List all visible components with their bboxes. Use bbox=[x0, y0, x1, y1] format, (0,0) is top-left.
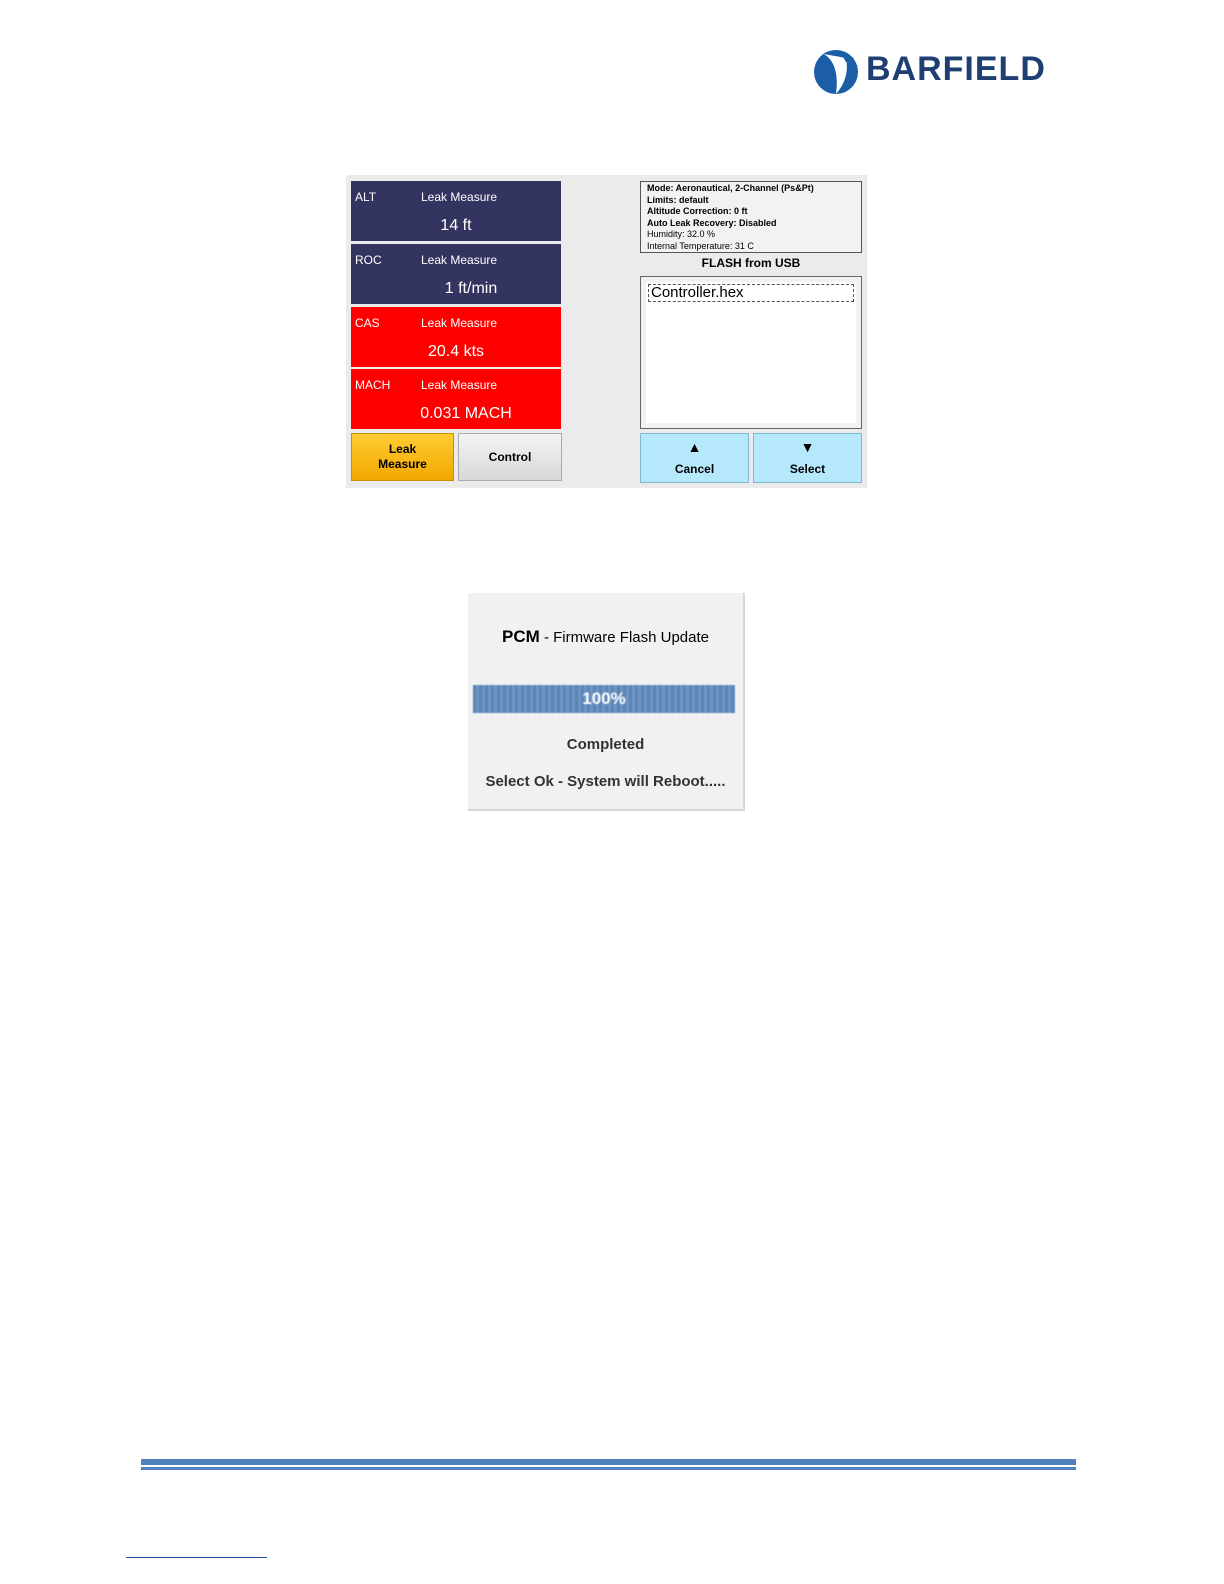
footer-rule bbox=[141, 1459, 1076, 1467]
up-arrow-icon: ▲ bbox=[687, 439, 702, 455]
tile-cas[interactable] bbox=[351, 307, 561, 367]
flash-from-usb-title: FLASH from USB bbox=[701, 256, 801, 270]
leak-measure-button[interactable]: Leak Measure bbox=[351, 433, 454, 481]
globe-plane-icon bbox=[810, 44, 862, 96]
tile-mode: Leak Measure bbox=[421, 378, 498, 392]
cancel-button[interactable] bbox=[640, 433, 749, 483]
tile-value: 14 ft bbox=[440, 217, 472, 234]
progress-bar bbox=[473, 685, 735, 713]
tile-roc[interactable] bbox=[351, 244, 561, 304]
auto-leak-recovery-line: Auto Leak Recovery: Disabled bbox=[647, 217, 777, 228]
internal-temperature-line: Internal Temperature: 31 C bbox=[647, 240, 754, 251]
down-arrow-icon: ▼ bbox=[800, 439, 815, 455]
humidity-line: Humidity: 32.0 % bbox=[647, 229, 716, 240]
tile-value: 0.031 MACH bbox=[420, 405, 512, 422]
status-info-box bbox=[640, 181, 862, 253]
footer-link-underline[interactable] bbox=[126, 1557, 267, 1558]
tile-value: 1 ft/min bbox=[444, 280, 498, 297]
tile-alt[interactable] bbox=[351, 181, 561, 241]
tile-name: ROC bbox=[355, 253, 382, 267]
tile-name: MACH bbox=[355, 378, 391, 392]
dialog-title-rest: - Firmware Flash Update bbox=[539, 629, 709, 646]
firmware-flash-dialog bbox=[468, 593, 745, 811]
barfield-logo bbox=[810, 44, 1070, 100]
status-completed: Completed bbox=[566, 736, 645, 753]
altitude-correction-line: Altitude Correction: 0 ft bbox=[647, 206, 748, 217]
flash-usb-screen bbox=[346, 175, 867, 488]
tile-name: CAS bbox=[355, 316, 380, 330]
logo-text: BARFIELD bbox=[866, 50, 1046, 88]
cancel-label: Cancel bbox=[674, 462, 715, 476]
mode-line: Mode: Aeronautical, 2-Channel (Ps&Pt) bbox=[647, 183, 814, 193]
control-button[interactable]: Control bbox=[458, 433, 562, 481]
tile-name: ALT bbox=[355, 190, 377, 204]
select-label: Select bbox=[789, 462, 826, 476]
tile-mode: Leak Measure bbox=[421, 316, 498, 330]
tile-value: 20.4 kts bbox=[427, 343, 485, 360]
limits-line: Limits: default bbox=[647, 194, 709, 205]
dialog-title bbox=[468, 627, 743, 647]
file-list[interactable] bbox=[640, 276, 862, 429]
progress-percent: 100% bbox=[582, 689, 626, 708]
dialog-title-bold: PCM bbox=[502, 627, 540, 646]
select-button[interactable] bbox=[753, 433, 862, 483]
reboot-message: Select Ok - System will Reboot..... bbox=[485, 773, 726, 790]
tile-mode: Leak Measure bbox=[421, 190, 498, 204]
tile-mode: Leak Measure bbox=[421, 253, 498, 267]
tile-mach[interactable] bbox=[351, 369, 561, 429]
file-item-controller-hex[interactable]: Controller.hex bbox=[648, 284, 854, 302]
